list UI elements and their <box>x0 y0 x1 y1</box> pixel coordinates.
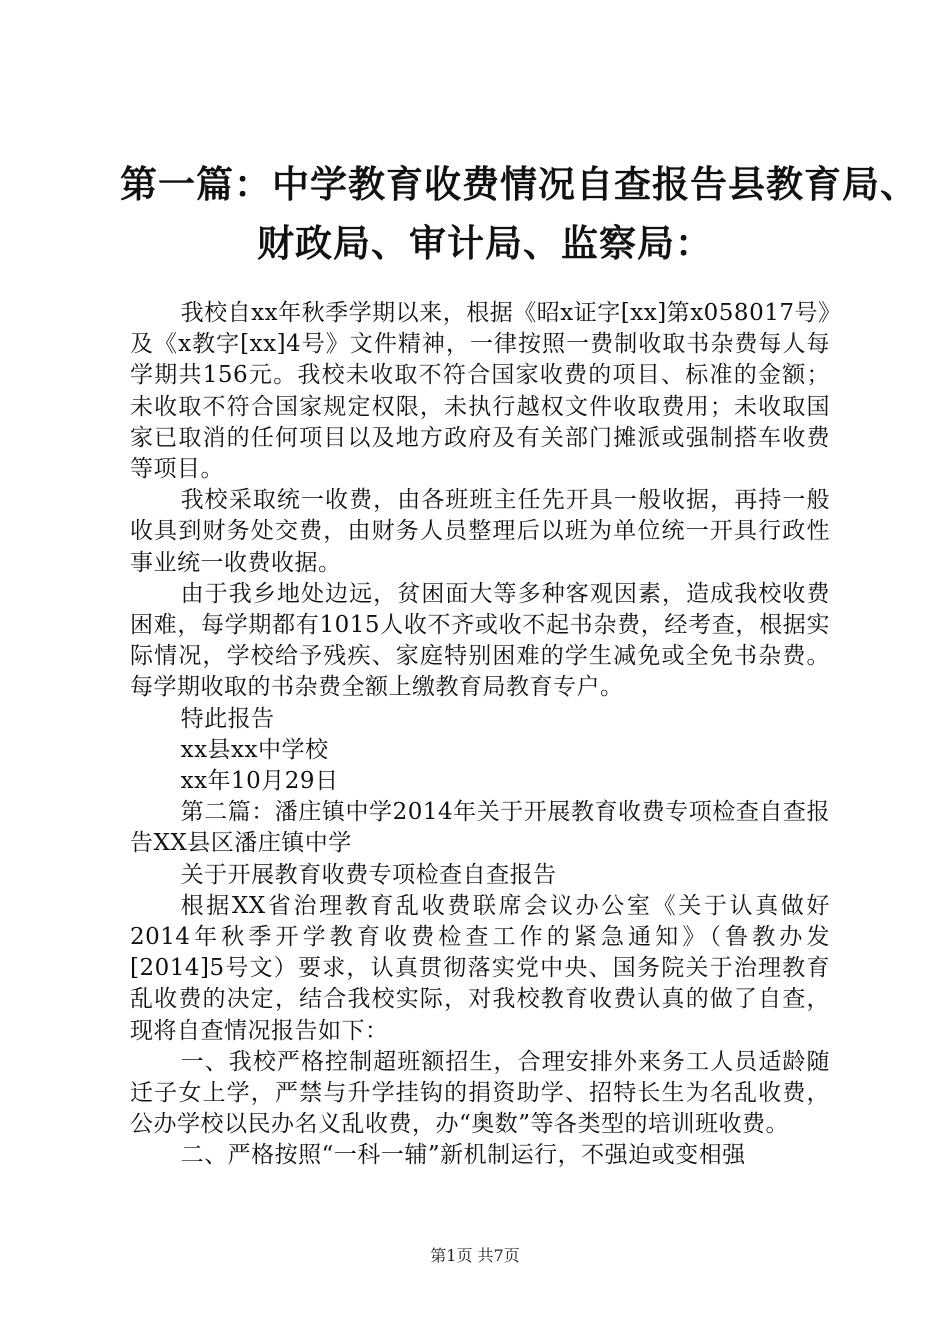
paragraph-4: 根据XX省治理教育乱收费联席会议办公室《关于认真做好2014年秋季开学教育收费检查工作的紧急通知》（鲁教办发[2014]5号文）要求，认真贯彻落实党中央、国务院关于治理教育乱收费的决定，结合我校实际，对我校教育收费认真的做了自查，现将自查情况报告如下： <box>130 892 830 1044</box>
document-title-line-1: 第一篇：中学教育收费情况自查报告县教育局、 <box>120 162 918 206</box>
paragraph-2: 我校采取统一收费，由各班班主任先开具一般收据，再持一般收具到财务处交费，由财务人员整理后以班为单位统一开具行政性事业统一收费收据。 <box>130 487 830 576</box>
document-body <box>130 298 830 1172</box>
section-two-subtitle: 关于开展教育收费专项检查自查报告 <box>180 861 557 888</box>
closing-line: 特此报告 <box>180 705 275 732</box>
section-two-heading: 第二篇：潘庄镇中学2014年关于开展教育收费专项检查自查报告XX县区潘庄镇中学 <box>130 799 830 857</box>
paragraph-6: 二、严格按照“一科一辅”新机制运行，不强迫或变相强 <box>180 1142 746 1169</box>
page-footer: 第1页 共7页 <box>430 1246 520 1265</box>
paragraph-1: 我校自xx年秋季学期以来，根据《昭x证字[xx]第x058017号》及《x教字[xx]4号》文件精神，一律按照一费制收取书杂费每人每学期共156元。我校未收取不符合国家收费的项目、标准的金额；未收取不符合国家规定权限，未执行越权文件收取费用；未收取国家已取消的任何项目以及地方政府及有关部门摊派或强制搭车收费等项目。 <box>130 300 830 483</box>
paragraph-3: 由于我乡地处边远，贫困面大等多种客观因素，造成我校收费困难，每学期都有1015人收不齐或收不起书杂费，经考查，根据实际情况，学校给予残疾、家庭特别困难的学生减免或全免书杂费。每学期收取的书杂费全额上缴教育局教育专户。 <box>130 580 830 701</box>
document-title-line-2: 财政局、审计局、监察局： <box>257 221 713 265</box>
paragraph-5: 一、我校严格控制超班额招生，合理安排外来务工人员适龄随迁子女上学，严禁与升学挂钩的捐资助学、招特长生为名乱收费，公办学校以民办名义乱收费，办“奥数”等各类型的培训班收费。 <box>130 1048 830 1138</box>
signature-date: xx年10月29日 <box>180 768 339 795</box>
signature-school: xx县xx中学校 <box>180 736 329 763</box>
